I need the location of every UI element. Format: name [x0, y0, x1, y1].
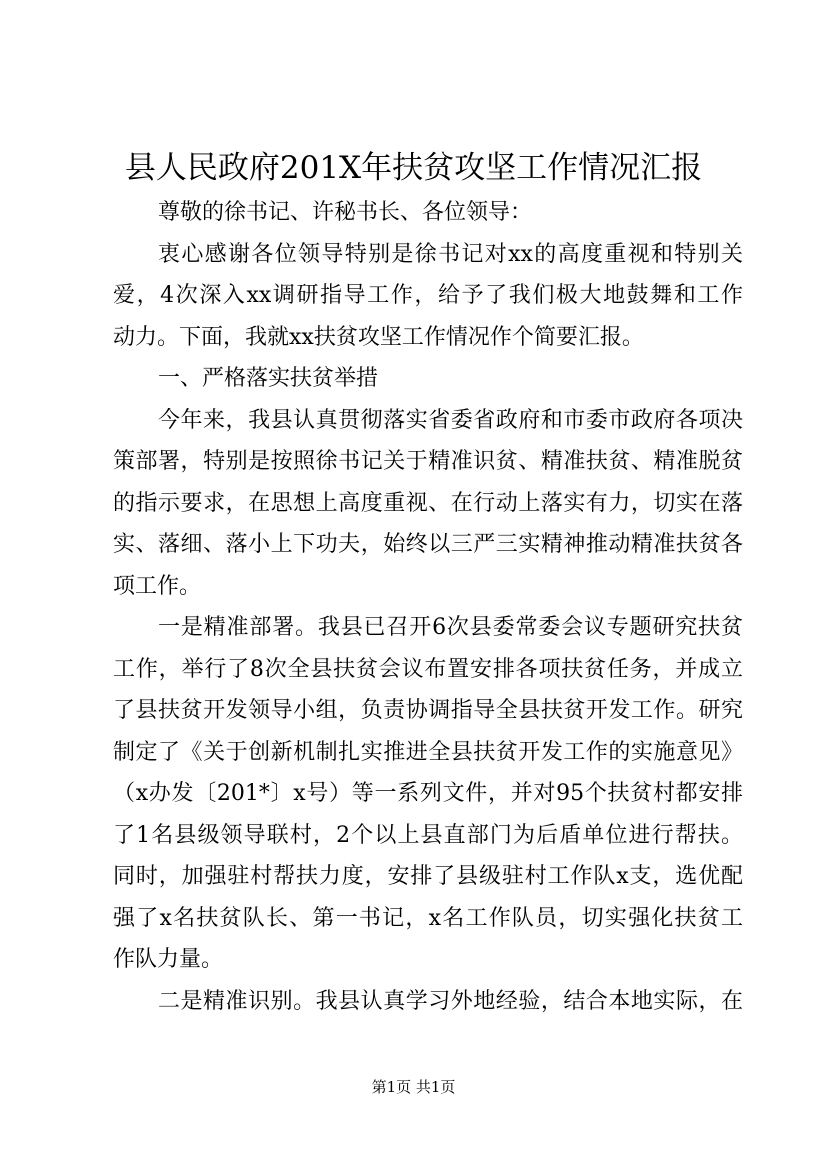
document-title: 县人民政府201X年扶贫攻坚工作情况汇报	[124, 150, 703, 186]
text-line: 工作，举行了8次全县扶贫会议布置安排各项扶贫任务，并成立	[113, 656, 743, 682]
text-line: 强了x名扶贫队长、第一书记，x名工作队员，切实强化扶贫工	[113, 905, 743, 931]
text-line: 实、落细、落小上下功夫，始终以三严三实精神推动精准扶贫各	[113, 532, 743, 557]
text-line: 制定了《关于创新机制扎实推进全县扶贫开发工作的实施意见》	[113, 739, 743, 765]
text-line: 项工作。	[113, 573, 202, 599]
text-line: 了县扶贫开发领导小组，负责协调指导全县扶贫开发工作。研究	[113, 698, 743, 723]
text-line: 一、严格落实扶贫举措	[158, 366, 379, 391]
text-line: 策部署，特别是按照徐书记关于精准识贫、精准扶贫、精准脱贫	[113, 449, 743, 474]
text-line: 尊敬的徐书记、许秘书长、各位领导：	[158, 200, 533, 225]
text-line: 了1名县级领导联村，2个以上县直部门为后盾单位进行帮扶。	[113, 822, 743, 848]
text-line: 一是精准部署。我县已召开6次县委常委会议专题研究扶贫	[158, 615, 743, 640]
page-footer: 第1页 共1页	[371, 1078, 456, 1096]
text-line: 作队力量。	[113, 947, 224, 972]
text-line: 二是精准识别。我县认真学习外地经验，结合本地实际，在	[158, 988, 743, 1014]
text-line: 同时，加强驻村帮扶力度，安排了县级驻村工作队x支，选优配	[113, 864, 743, 889]
text-line: （x办发〔201*〕x号）等一系列文件，并对95个扶贫村都安排	[113, 781, 743, 806]
text-line: 动力。下面，我就xx扶贫攻坚工作情况作个简要汇报。	[113, 324, 644, 350]
text-line: 的指示要求，在思想上高度重视、在行动上落实有力，切实在落	[113, 490, 743, 516]
text-line: 衷心感谢各位领导特别是徐书记对xx的高度重视和特别关	[158, 241, 743, 267]
text-line: 今年来，我县认真贯彻落实省委省政府和市委市政府各项决	[158, 407, 743, 433]
text-line: 爱，4次深入xx调研指导工作，给予了我们极大地鼓舞和工作	[113, 283, 743, 308]
document-body	[113, 192, 743, 1022]
